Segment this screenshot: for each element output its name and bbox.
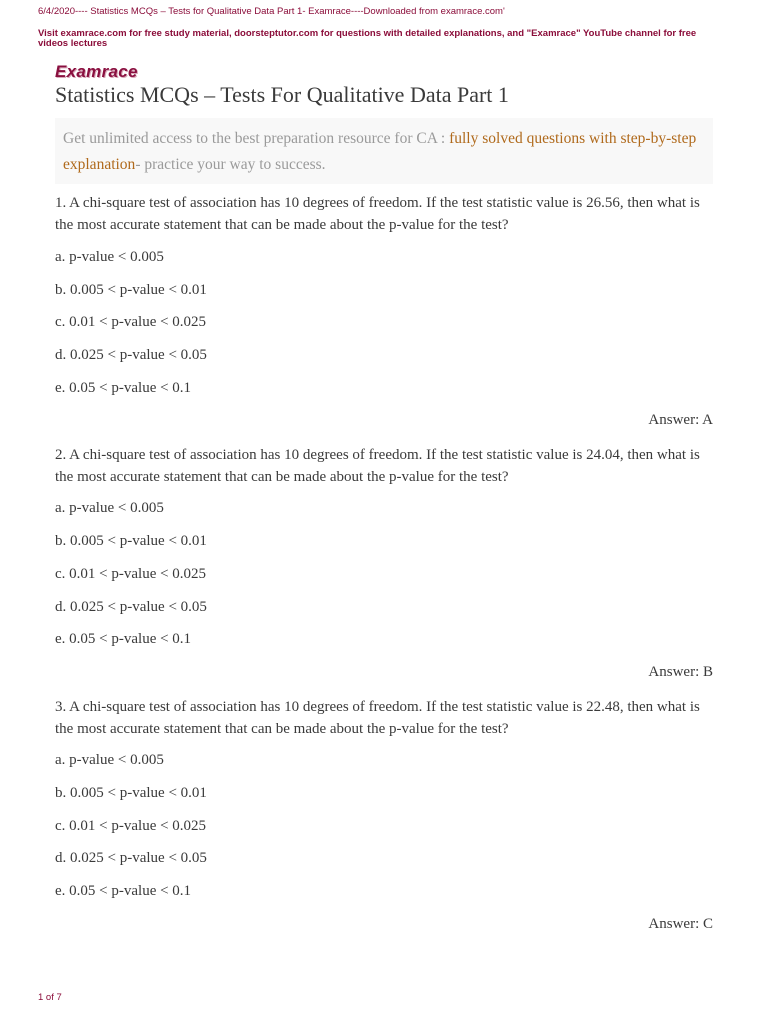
download-header: 6/4/2020---- Statistics MCQs – Tests for Qualitative Data Part 1- Examrace----Downloaded from examrace.com'	[38, 6, 505, 17]
question-2-option-d: d. 0.025 < p-value < 0.05	[55, 599, 207, 615]
question-3-answer: Answer: C	[648, 916, 713, 932]
promo-text	[63, 126, 703, 178]
question-2-option-b: b. 0.005 < p-value < 0.01	[55, 533, 207, 549]
examrace-logo[interactable]: Examrace	[55, 62, 138, 81]
question-1-option-d: d. 0.025 < p-value < 0.05	[55, 347, 207, 363]
question-2-option-c: c. 0.01 < p-value < 0.025	[55, 566, 207, 582]
question-3-option-c: c. 0.01 < p-value < 0.025	[55, 818, 207, 834]
question-1-option-a: a. p-value < 0.005	[55, 249, 164, 265]
question-1-answer: Answer: A	[648, 412, 713, 428]
question-3-option-a: a. p-value < 0.005	[55, 752, 164, 768]
promo-tail: - practice your way to success.	[135, 156, 326, 173]
question-1-option-e: e. 0.05 < p-value < 0.1	[55, 380, 192, 396]
question-1-option-c: c. 0.01 < p-value < 0.025	[55, 314, 207, 330]
question-3-option-e: e. 0.05 < p-value < 0.1	[55, 883, 192, 899]
page-title: Statistics MCQs – Tests For Qualitative Data Part 1	[55, 82, 509, 107]
question-1-option-b: b. 0.005 < p-value < 0.01	[55, 282, 207, 298]
question-3-option-b: b. 0.005 < p-value < 0.01	[55, 785, 207, 801]
question-2-text: 2. A chi-square test of association has 10 degrees of freedom. If the test statistic value is 24.04, then what is the most accurate statement that can be made about the p-value for the test?	[55, 447, 700, 485]
promo-box	[55, 118, 713, 184]
question-1-text: 1. A chi-square test of association has 10 degrees of freedom. If the test statistic value is 26.56, then what is the most accurate statement that can be made about the p-value for the test?	[55, 195, 700, 233]
promo-lead: Get unlimited access to the best preparation resource for CA :	[63, 130, 450, 147]
question-2-option-a: a. p-value < 0.005	[55, 500, 164, 516]
question-3-text: 3. A chi-square test of association has 10 degrees of freedom. If the test statistic value is 22.48, then what is the most accurate statement that can be made about the p-value for the test?	[55, 699, 700, 737]
question-3-option-d: d. 0.025 < p-value < 0.05	[55, 850, 207, 866]
promo-link[interactable]: fully solved questions with step-by-step explanation	[63, 130, 697, 173]
visit-notice: Visit examrace.com for free study material, doorsteptutor.com for questions with detailed explanations, and "Examrace" YouTube channel for free videos lectures	[38, 28, 697, 49]
question-2-answer: Answer: B	[648, 664, 713, 680]
question-2-option-e: e. 0.05 < p-value < 0.1	[55, 631, 192, 647]
page-indicator: 1 of 7	[38, 992, 62, 1003]
